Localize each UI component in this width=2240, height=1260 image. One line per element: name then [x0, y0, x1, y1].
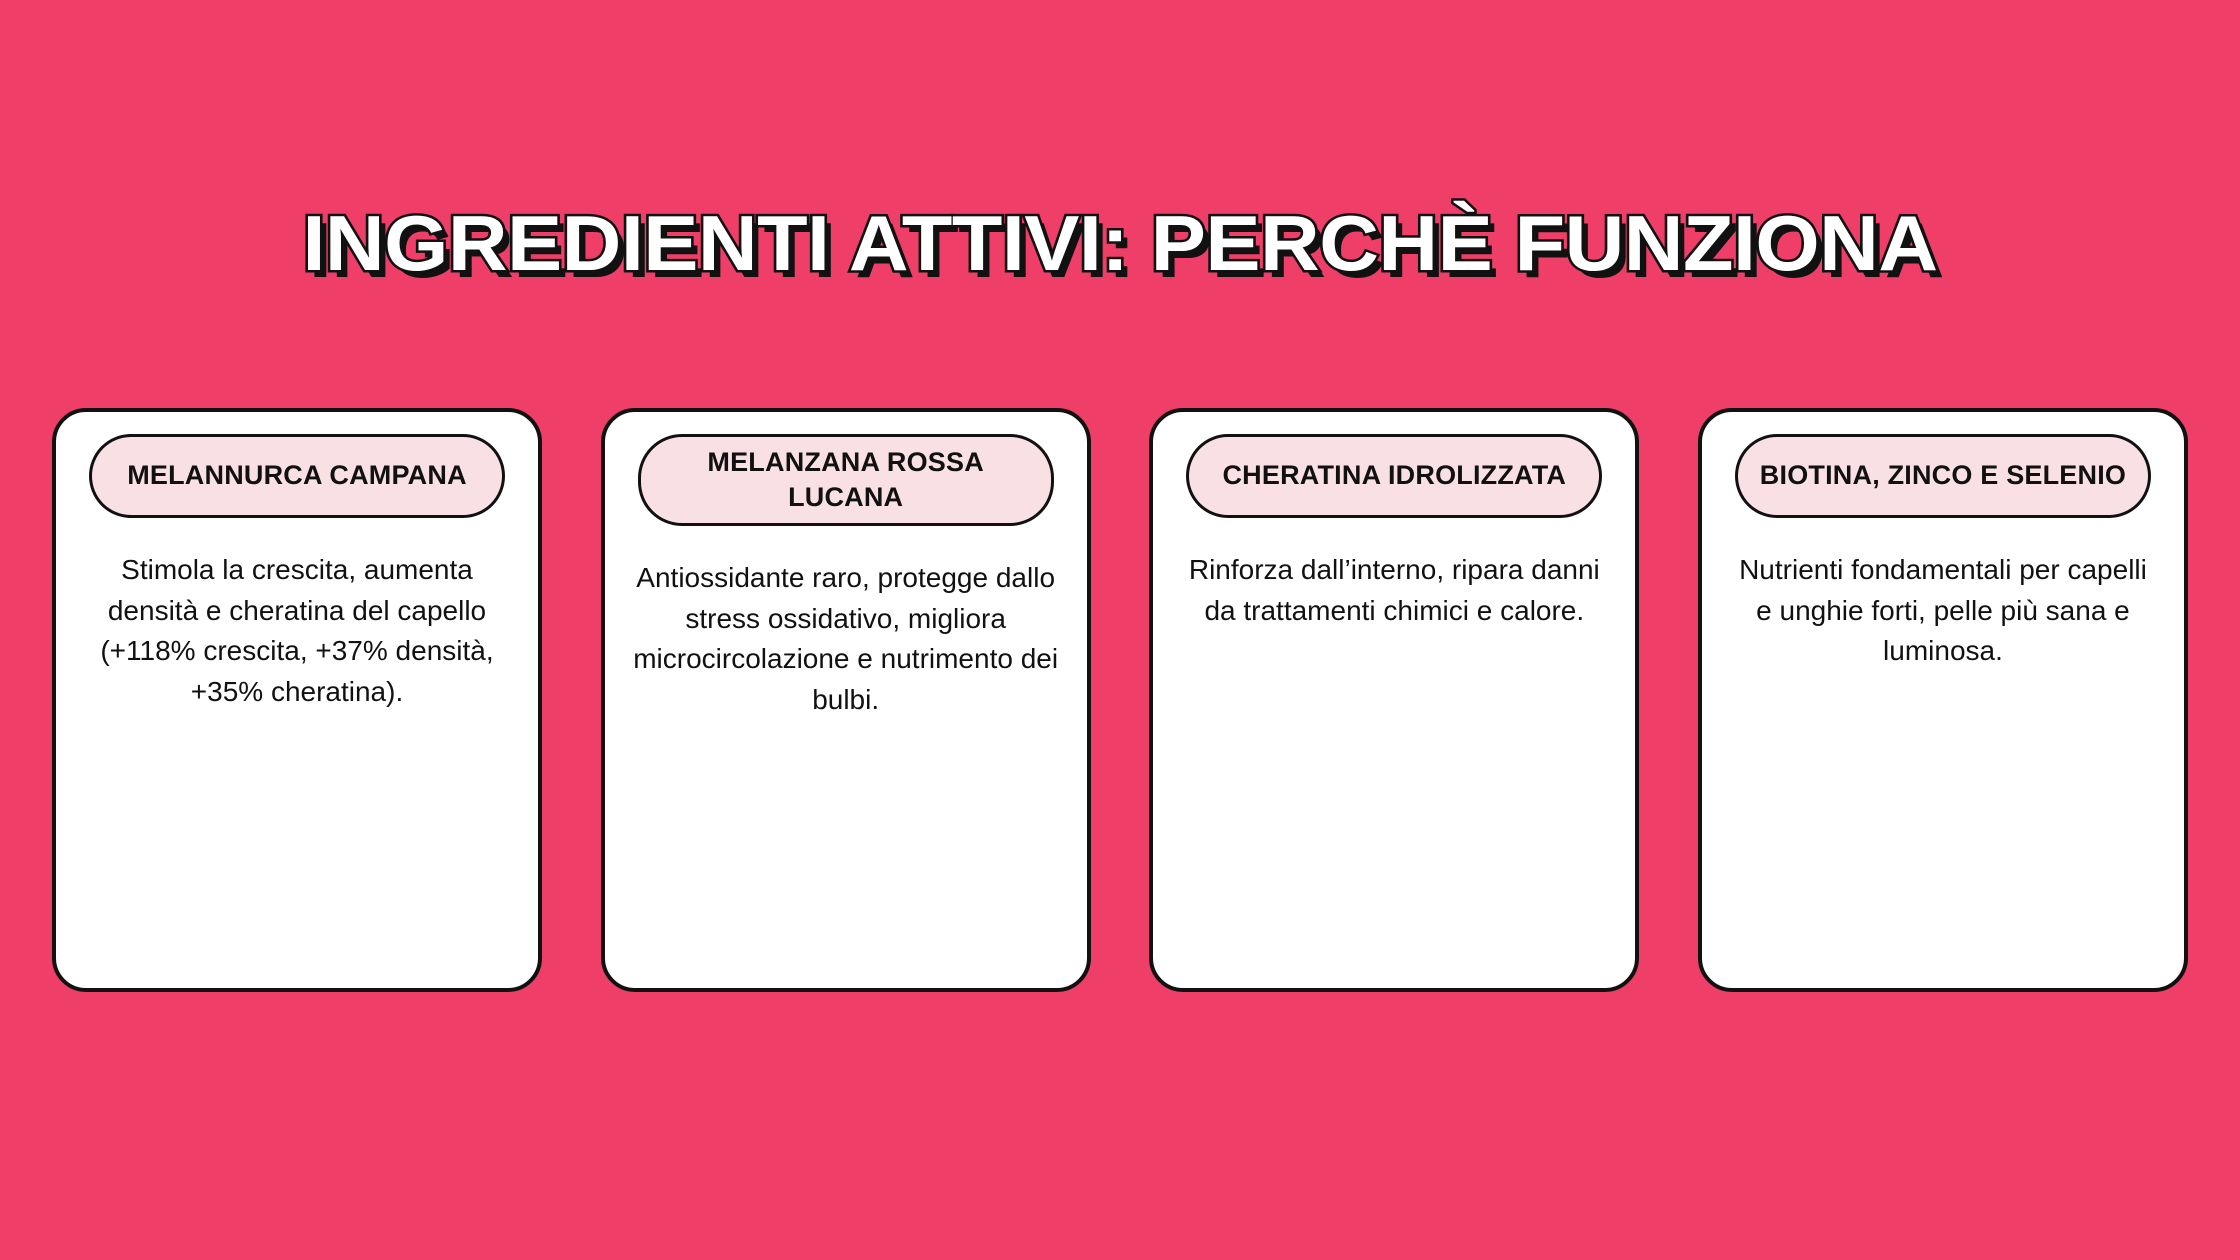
ingredient-card-text: Nutrienti fondamentali per capelli e unghie forti, pelle più sana e luminosa.: [1739, 554, 2147, 667]
ingredient-card-heading: MELANNURCA CAMPANA: [89, 434, 505, 518]
page-title: INGREDIENTI ATTIVI: PERCHÈ FUNZIONA: [302, 199, 1938, 287]
ingredient-card: [1698, 408, 2188, 992]
ingredient-card-list: [52, 408, 2188, 992]
ingredient-card-text: Stimola la crescita, aumenta densità e cheratina del capello (+118% crescita, +37% densità, +35% cheratina).: [100, 554, 494, 707]
ingredient-card-heading: CHERATINA IDROLIZZATA: [1186, 434, 1602, 518]
ingredient-card: [52, 408, 542, 992]
ingredient-card: [601, 408, 1091, 992]
ingredient-card-text: Antiossidante raro, protegge dallo stress ossidativo, migliora microcircolazione e nutrimento dei bulbi.: [633, 562, 1059, 715]
ingredient-card: [1149, 408, 1639, 992]
ingredient-card-heading: BIOTINA, ZINCO E SELENIO: [1735, 434, 2151, 518]
ingredient-card-text: Rinforza dall’interno, ripara danni da trattamenti chimici e calore.: [1188, 554, 1600, 626]
ingredient-card-heading: MELANZANA ROSSA LUCANA: [638, 434, 1054, 526]
